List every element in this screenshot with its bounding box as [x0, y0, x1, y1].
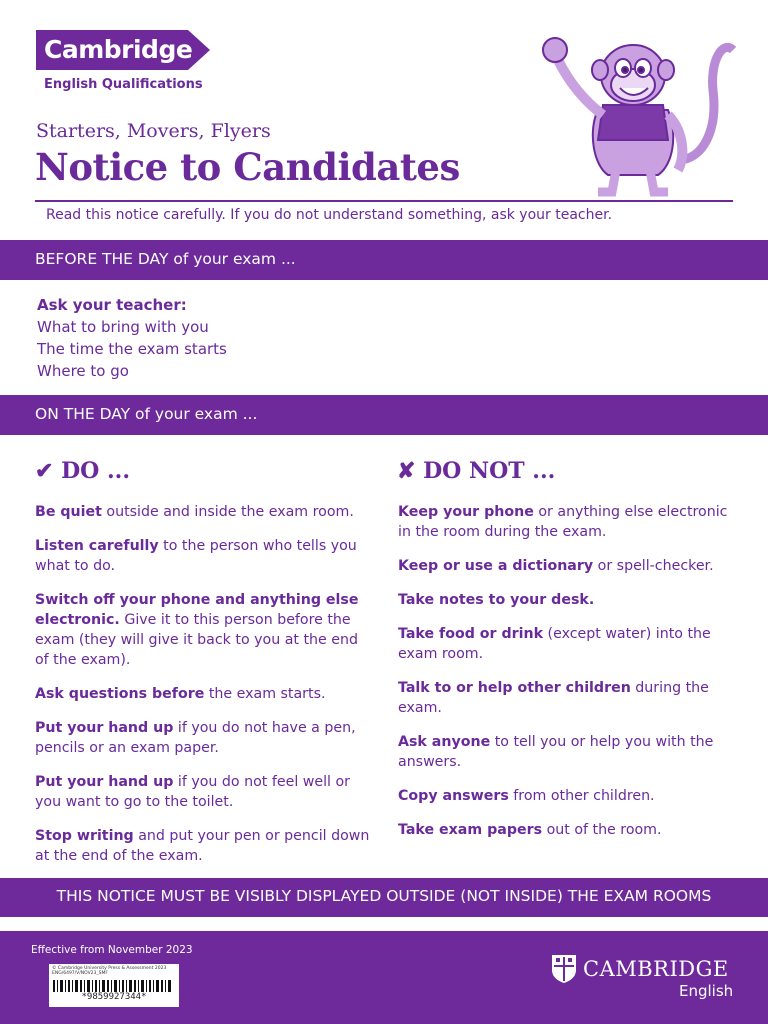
do-item: Put your hand up if you do not feel well or you want to go to the toilet.	[35, 774, 351, 810]
list-item: What to bring with you	[37, 318, 209, 336]
do-not-item: Talk to or help other children during the exam.	[398, 680, 709, 716]
do-item: Switch off your phone and anything else electronic. Give it to this person before the exam (they will give it back to you at the end of the exam).	[35, 592, 359, 668]
notice-band	[0, 878, 768, 917]
on-day-band	[0, 395, 768, 435]
barcode-icon	[53, 980, 173, 992]
series-title: Starters, Movers, Flyers	[36, 120, 271, 142]
barcode-caption	[52, 966, 176, 976]
copyright-text: © Cambridge University Press & Assessment 2023	[52, 966, 167, 971]
do-item: Be quiet outside and inside the exam room.	[35, 504, 354, 520]
cambridge-shield-icon	[551, 954, 577, 984]
do-not-list	[398, 502, 738, 854]
barcode-number: *9859927344*	[81, 992, 147, 1002]
before-heading: Ask your teacher:	[37, 296, 187, 314]
do-not-item: Keep your phone or anything else electronic in the room during the exam.	[398, 504, 728, 540]
page-title: Notice to Candidates	[35, 145, 460, 189]
cambridge-wordmark-sub: English	[679, 982, 734, 1000]
list-item: Where to go	[37, 362, 129, 380]
do-item: Listen carefully to the person who tells you what to do.	[35, 538, 357, 574]
cambridge-wordmark: CAMBRIDGE	[583, 957, 729, 981]
intro-text: Read this notice carefully. If you do not understand something, ask your teacher.	[46, 207, 613, 223]
effective-date: Effective from November 2023	[31, 944, 193, 956]
do-item: Ask questions before the exam starts.	[35, 686, 326, 702]
logo-text: Cambridge	[44, 35, 193, 64]
monkey-illustration	[528, 20, 738, 200]
do-not-item: Take food or drink (except water) into the exam room.	[398, 626, 711, 662]
do-item: Put your hand up if you do not have a pen, pencils or an exam paper.	[35, 720, 356, 756]
before-day-label: BEFORE THE DAY of your exam ...	[35, 250, 296, 268]
do-not-item: Keep or use a dictionary or spell-checker.	[398, 558, 714, 574]
product-code: ENG/6497/V/NOV23_SMF	[52, 971, 108, 976]
do-item: Stop writing and put your pen or pencil down at the end of the exam.	[35, 828, 370, 864]
do-not-item: Take notes to your desk.	[398, 592, 595, 608]
notice-text: THIS NOTICE MUST BE VISIBLY DISPLAYED OUTSIDE (NOT INSIDE) THE EXAM ROOMS	[56, 887, 712, 905]
do-list	[35, 502, 375, 880]
do-not-item: Ask anyone to tell you or help you with the answers.	[398, 734, 714, 770]
do-not-item: Take exam papers out of the room.	[398, 822, 662, 838]
on-day-label: ON THE DAY of your exam ...	[35, 405, 258, 423]
do-not-item: Copy answers from other children.	[398, 788, 655, 804]
before-day-list	[37, 294, 227, 382]
do-heading: ✔ DO ...	[35, 458, 130, 484]
list-item: The time the exam starts	[37, 340, 227, 358]
before-day-band	[0, 240, 768, 280]
header-divider	[35, 200, 733, 202]
do-not-heading: ✘ DO NOT ...	[397, 458, 556, 484]
logo-subtitle: English Qualifications	[44, 77, 203, 92]
